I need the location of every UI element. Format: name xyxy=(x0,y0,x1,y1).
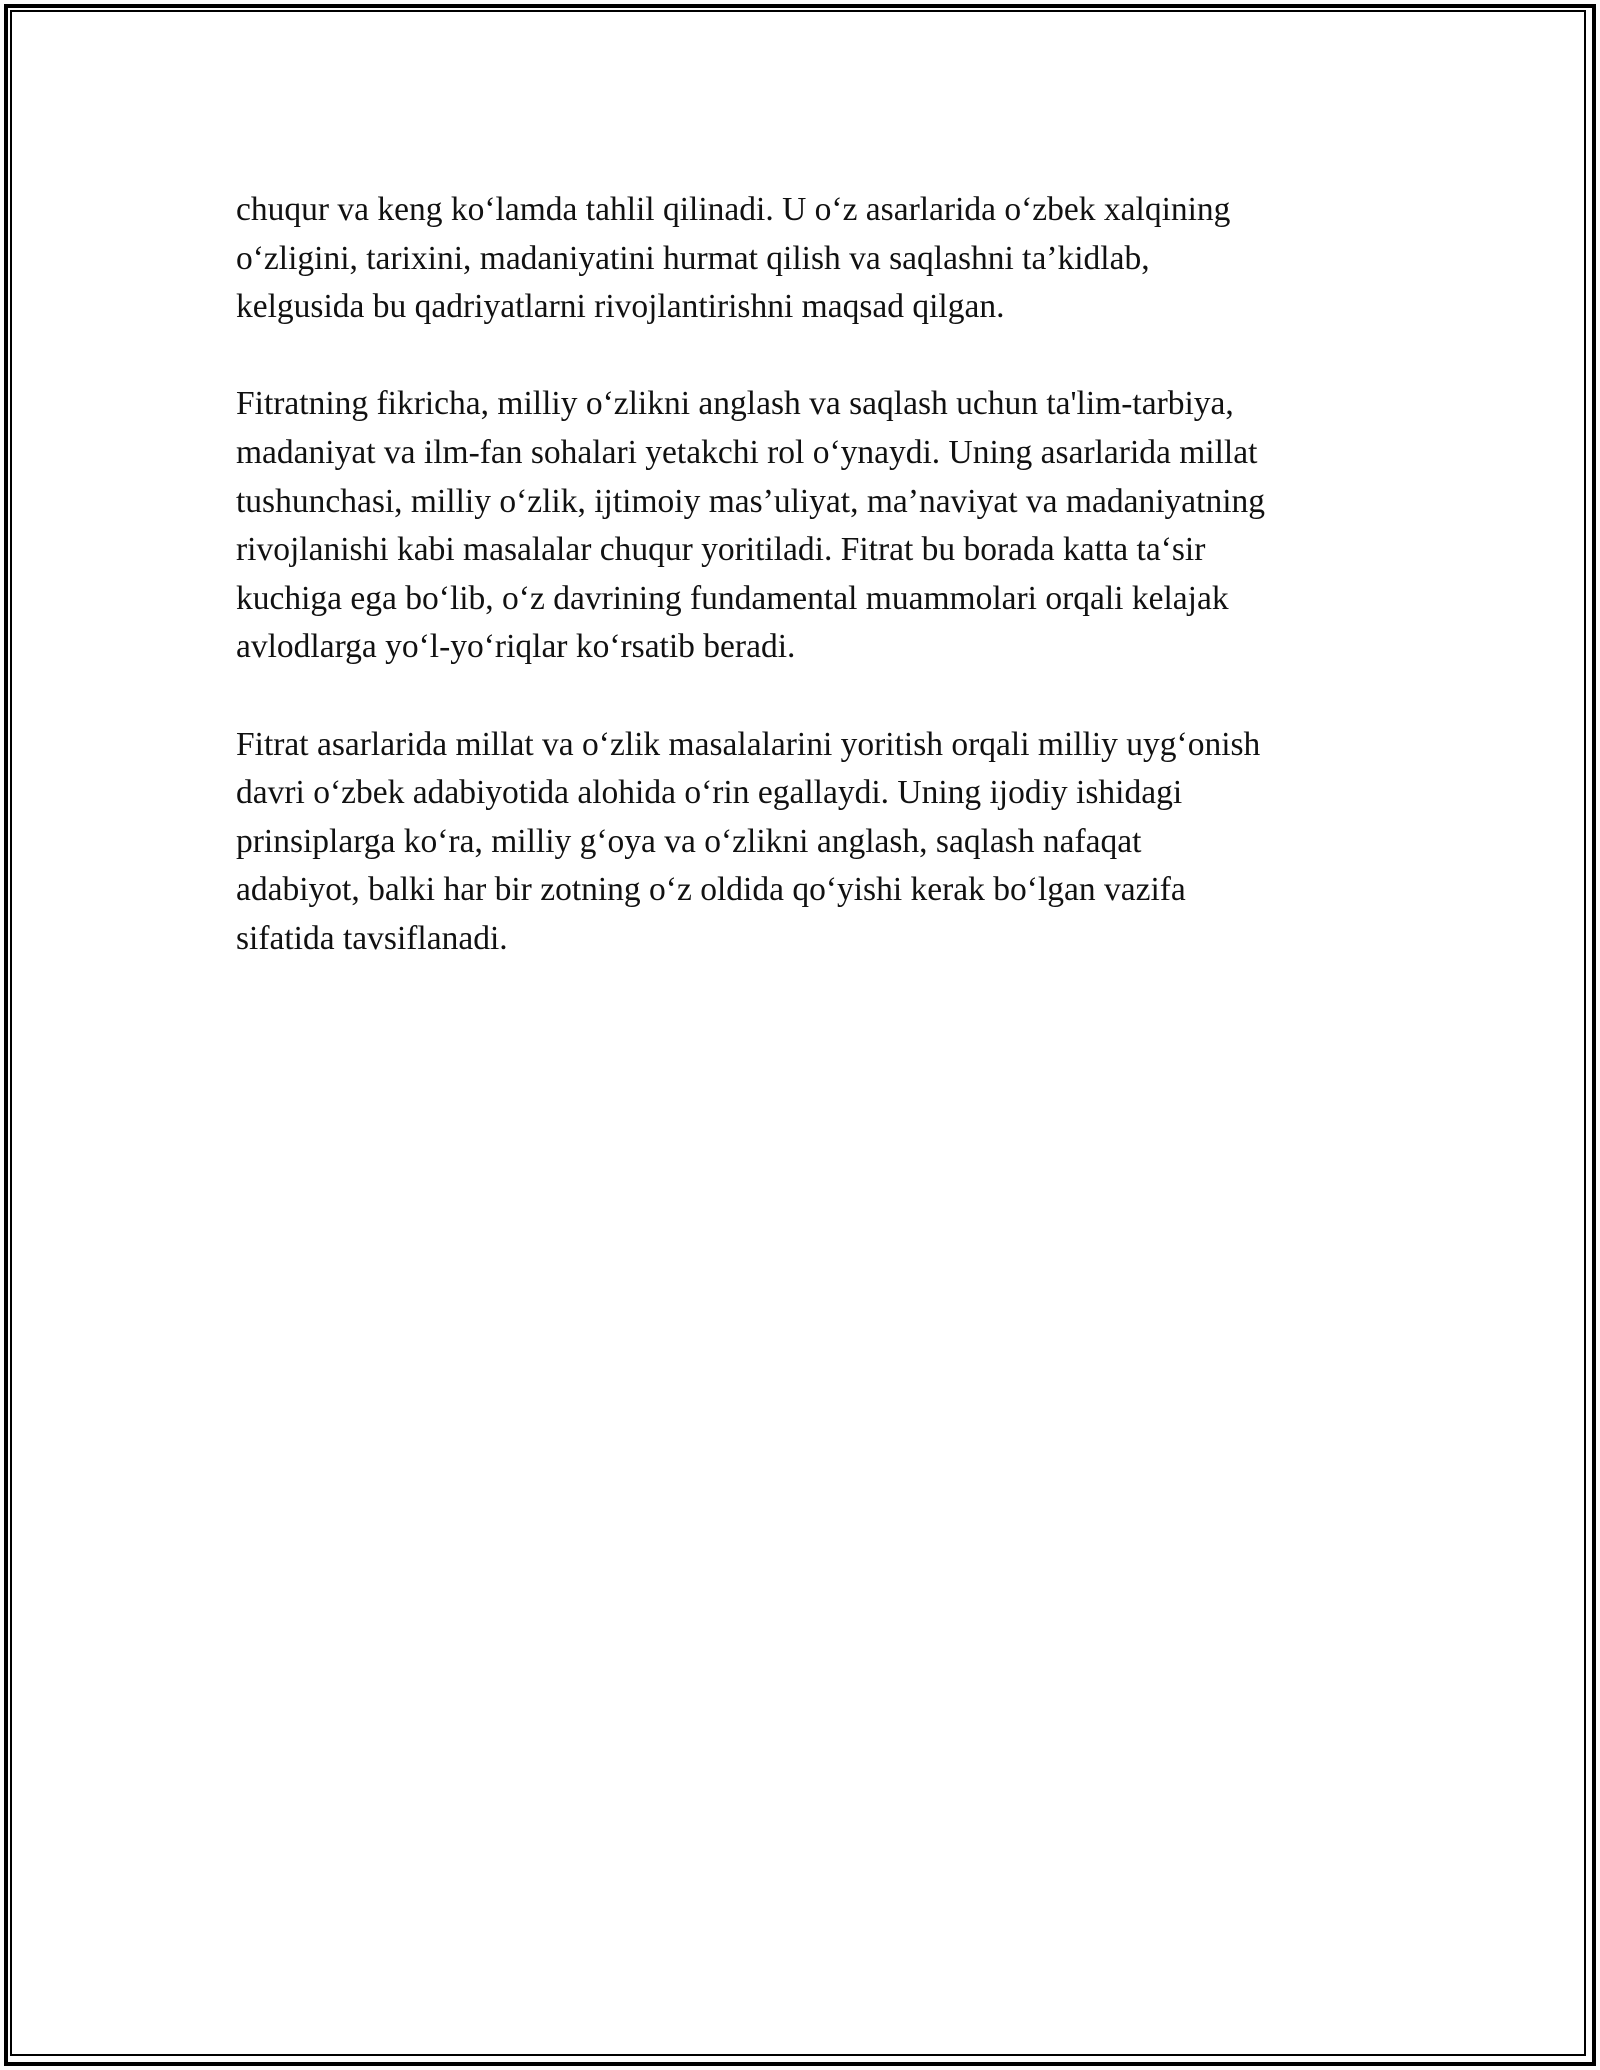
text-line: madaniyat va ilm-fan sohalari yetakchi rol o‘ynaydi. Uning asarlarida millat xyxy=(236,433,1258,471)
text-line: tushunchasi, milliy o‘zlik, ijtimoiy mas’uliyat, ma’naviyat va madaniyatning xyxy=(236,482,1265,520)
text-line: sifatida tavsiflanadi. xyxy=(236,919,508,957)
paragraph-2 xyxy=(236,380,1376,672)
text-line: Fitrat asarlarida millat va o‘zlik masalalarini yoritish orqali milliy uyg‘onish xyxy=(236,725,1261,763)
text-line: davri o‘zbek adabiyotida alohida o‘rin egallaydi. Uning ijodiy ishidagi xyxy=(236,774,1183,812)
paragraph-3 xyxy=(236,721,1376,964)
text-line: kelgusida bu qadriyatlarni rivojlantirishni maqsad qilgan. xyxy=(236,288,1005,326)
text-line: Fitratning fikricha, milliy o‘zlikni anglash va saqlash uchun ta'lim-tarbiya, xyxy=(236,385,1234,423)
text-line: rivojlanishi kabi masalalar chuqur yoritiladi. Fitrat bu borada katta ta‘sir xyxy=(236,531,1206,569)
text-line: o‘zligini, tarixini, madaniyatini hurmat qilish va saqlashni ta’kidlab, xyxy=(236,239,1150,277)
text-line: avlodlarga yo‘l-yo‘riqlar ko‘rsatib beradi. xyxy=(236,628,796,666)
document-body xyxy=(236,186,1376,1012)
text-line: prinsiplarga ko‘ra, milliy g‘oya va o‘zlikni anglash, saqlash nafaqat xyxy=(236,822,1142,860)
text-line: kuchiga ega bo‘lib, o‘z davrining fundamental muammolari orqali kelajak xyxy=(236,579,1229,617)
paragraph-1 xyxy=(236,186,1376,332)
text-line: chuqur va keng ko‘lamda tahlil qilinadi. U o‘z asarlarida o‘zbek xalqining xyxy=(236,191,1231,228)
text-line: adabiyot, balki har bir zotning o‘z oldida qo‘yishi kerak bo‘lgan vazifa xyxy=(236,871,1186,909)
